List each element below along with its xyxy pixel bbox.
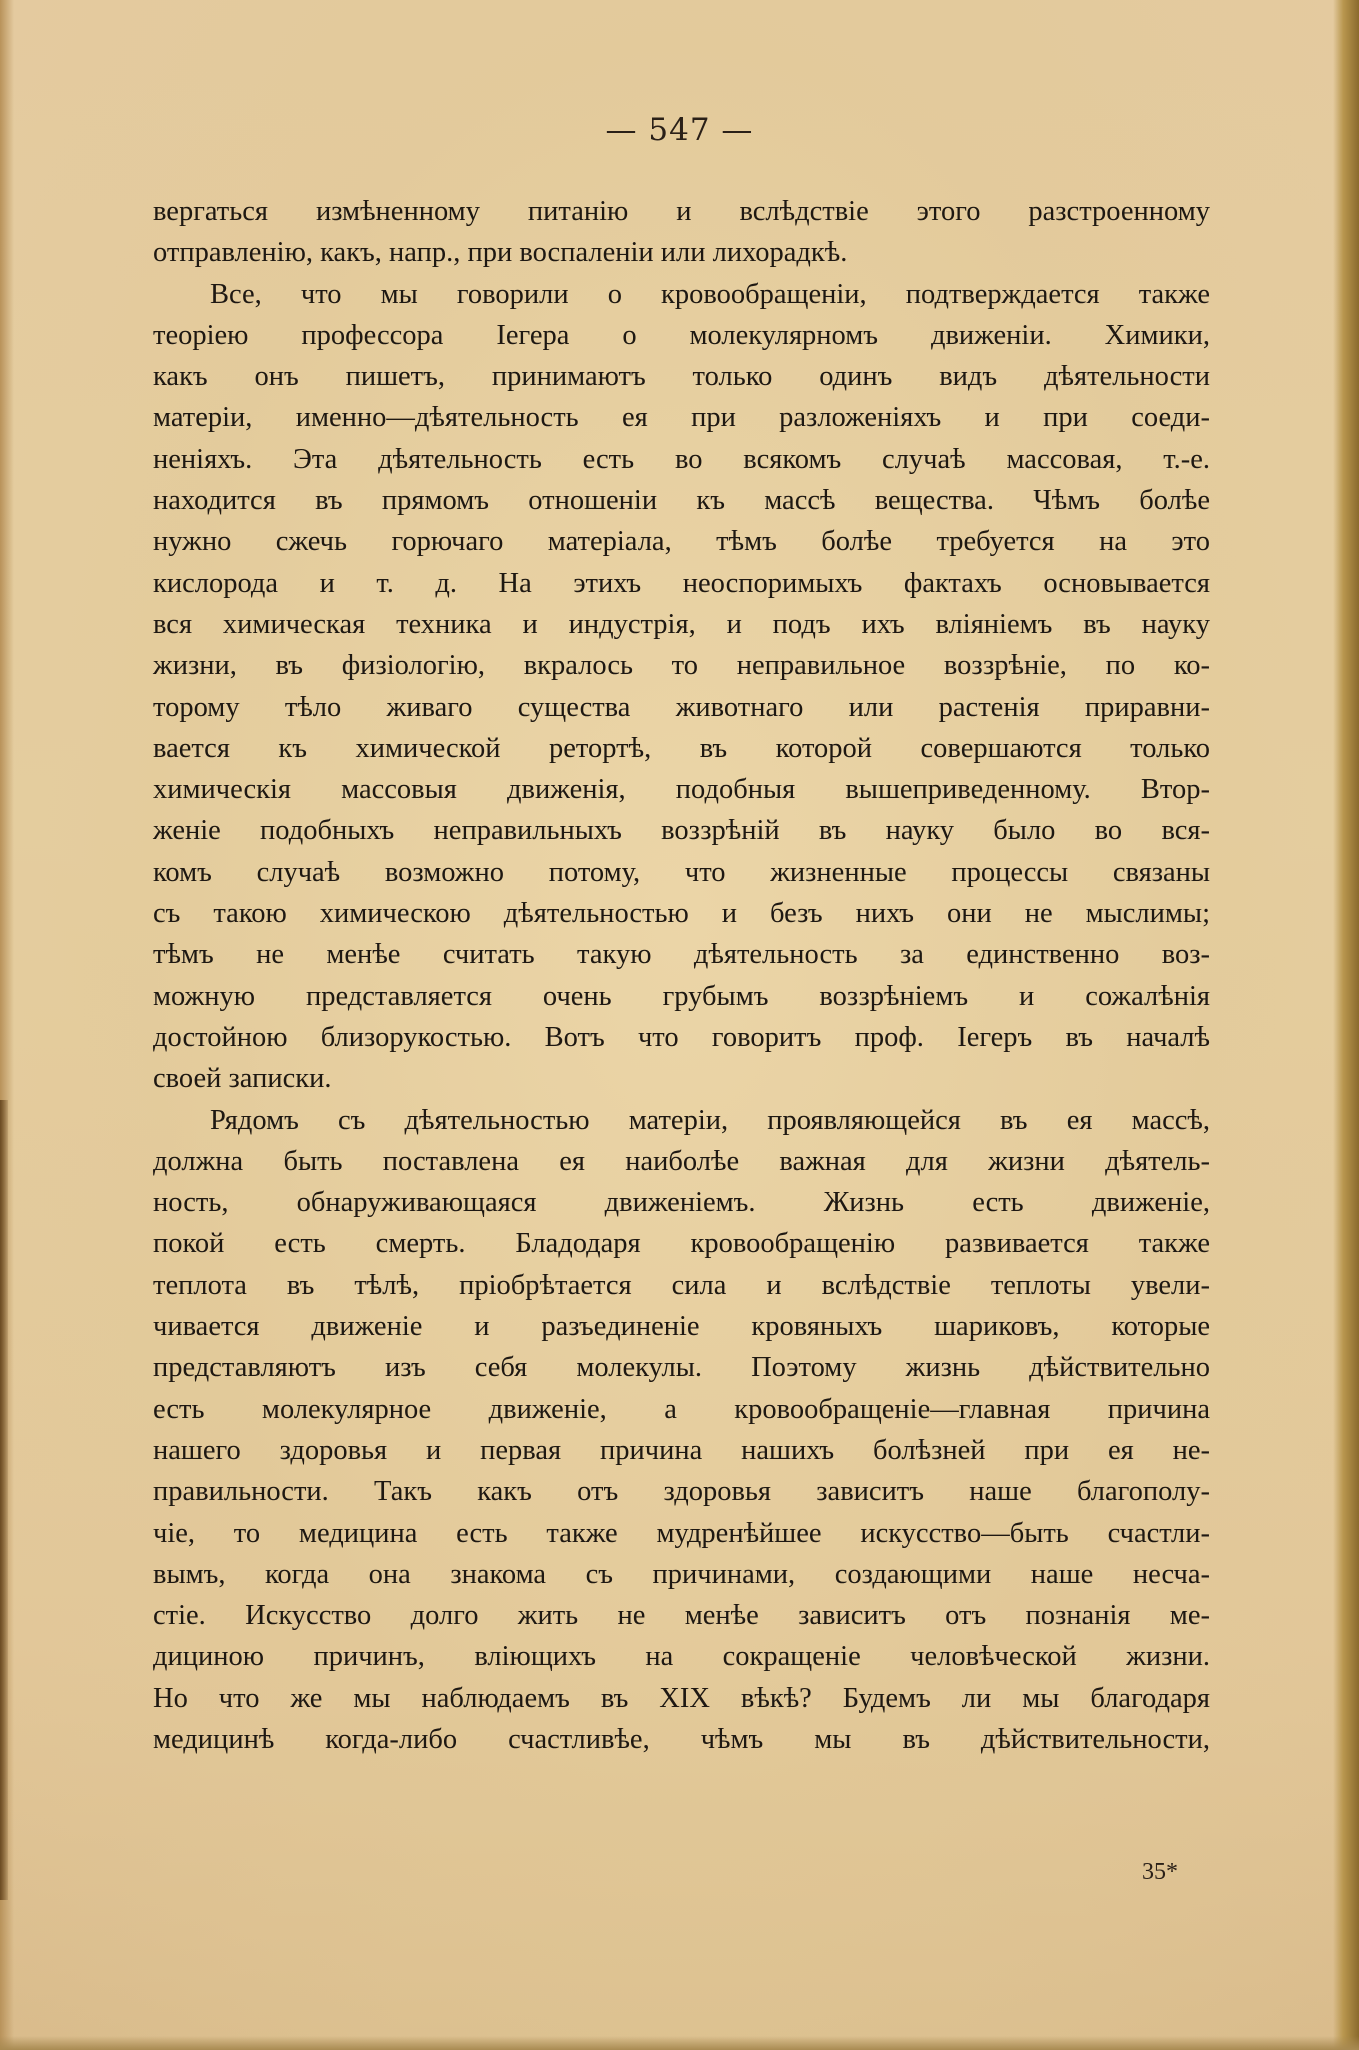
text-line: нужно сжечь горючаго матеріала, тѣмъ болѣе требуется на это — [153, 526, 1210, 558]
text-line: неніяхъ. Эта дѣятельность есть во всякомъ случаѣ массовая, т.-е. — [153, 443, 1210, 475]
text-line: стіе. Искусство долго жить не менѣе зависитъ отъ познанія ме- — [153, 1600, 1210, 1632]
text-line: какъ онъ пишетъ, принимаютъ только одинъ видъ дѣятельности — [153, 361, 1210, 393]
body-text — [153, 191, 1210, 1760]
text-line: чивается движеніе и разъединеніе кровяныхъ шариковъ, которые — [153, 1311, 1210, 1343]
text-line: теоріею профессора Іегера о молекулярномъ движеніи. Химики, — [153, 319, 1210, 351]
text-line: кислорода и т. д. На этихъ неоспоримыхъ фактахъ основывается — [153, 567, 1210, 599]
text-line: жизни, въ физіологію, вкралось то неправильное воззрѣніе, по ко- — [153, 650, 1210, 682]
page-right-edge — [1333, 0, 1359, 2050]
text-line: Но что же мы наблюдаемъ въ XIX вѣкѣ? Будемъ ли мы благодаря — [153, 1682, 1210, 1714]
text-line: теплота въ тѣлѣ, пріобрѣтается сила и вслѣдствіе теплоты увели- — [153, 1269, 1210, 1301]
text-line: есть молекулярное движеніе, а кровообращеніе—главная причина — [153, 1393, 1210, 1425]
text-line: достойною близорукостью. Вотъ что говоритъ проф. Іегеръ въ началѣ — [153, 1021, 1210, 1053]
text-line: женіе подобныхъ неправильныхъ воззрѣній въ науку было во вся- — [153, 815, 1210, 847]
text-line: матеріи, именно—дѣятельность ея при разложеніяхъ и при соеди- — [153, 402, 1210, 434]
text-line: правильности. Такъ какъ отъ здоровья зависитъ наше благополу- — [153, 1476, 1210, 1508]
text-line: Все, что мы говорили о кровообращеніи, подтверждается также — [210, 278, 1210, 310]
text-line: находится въ прямомъ отношеніи къ массѣ вещества. Чѣмъ болѣе — [153, 485, 1210, 517]
text-line: комъ случаѣ возможно потому, что жизненные процессы связаны — [153, 856, 1210, 888]
text-line: вергаться измѣненному питанію и вслѣдствіе этого разстроенному — [153, 196, 1210, 227]
text-line: вся химическая техника и индустрія, и подъ ихъ вліяніемъ въ науку — [153, 608, 1210, 640]
text-line: вымъ, когда она знакома съ причинами, создающими наше несча- — [153, 1558, 1210, 1590]
text-line: торому тѣло живаго существа животнаго или растенія приравни- — [153, 691, 1210, 723]
text-line: Рядомъ съ дѣятельностью матеріи, проявляющейся въ ея массѣ, — [210, 1104, 1210, 1136]
text-line: съ такою химическою дѣятельностью и безъ нихъ они не мыслимы; — [153, 898, 1210, 930]
text-line: отправленію, какъ, напр., при воспаленіи или лихорадкѣ. — [153, 237, 848, 269]
text-line: чіе, то медицина есть также мудренѣйшее искусство—быть счастли- — [153, 1517, 1210, 1549]
text-line: своей записки. — [153, 1063, 332, 1095]
page-number: — 547 — — [605, 112, 754, 148]
signature-mark: 35* — [1142, 1859, 1178, 1885]
text-line: химическія массовыя движенія, подобныя вышеприведенному. Втор- — [153, 774, 1210, 806]
text-line: медицинѣ когда-либо счастливѣе, чѣмъ мы въ дѣйствительности, — [153, 1723, 1210, 1755]
text-line: должна быть поставлена ея наиболѣе важная для жизни дѣятель- — [153, 1145, 1210, 1177]
page-binding-shadow — [0, 1100, 8, 1900]
page-bottom-edge — [0, 2036, 1359, 2050]
text-line: вается къ химической ретортѣ, въ которой совершаются только — [153, 732, 1210, 764]
text-line: тѣмъ не менѣе считать такую дѣятельность за единственно воз- — [153, 939, 1210, 971]
text-line: дициною причинъ, вліющихъ на сокращеніе человѣческой жизни. — [153, 1641, 1210, 1673]
text-line: можную представляется очень грубымъ воззрѣніемъ и сожалѣнія — [153, 980, 1210, 1012]
text-line: представляютъ изъ себя молекулы. Поэтому жизнь дѣйствительно — [153, 1352, 1210, 1384]
text-line: ность, обнаруживающаяся движеніемъ. Жизнь есть движеніе, — [153, 1187, 1210, 1219]
text-line: нашего здоровья и первая причина нашихъ болѣзней при ея не- — [153, 1434, 1210, 1466]
text-line: покой есть смерть. Бладодаря кровообращенію развивается также — [153, 1228, 1210, 1260]
